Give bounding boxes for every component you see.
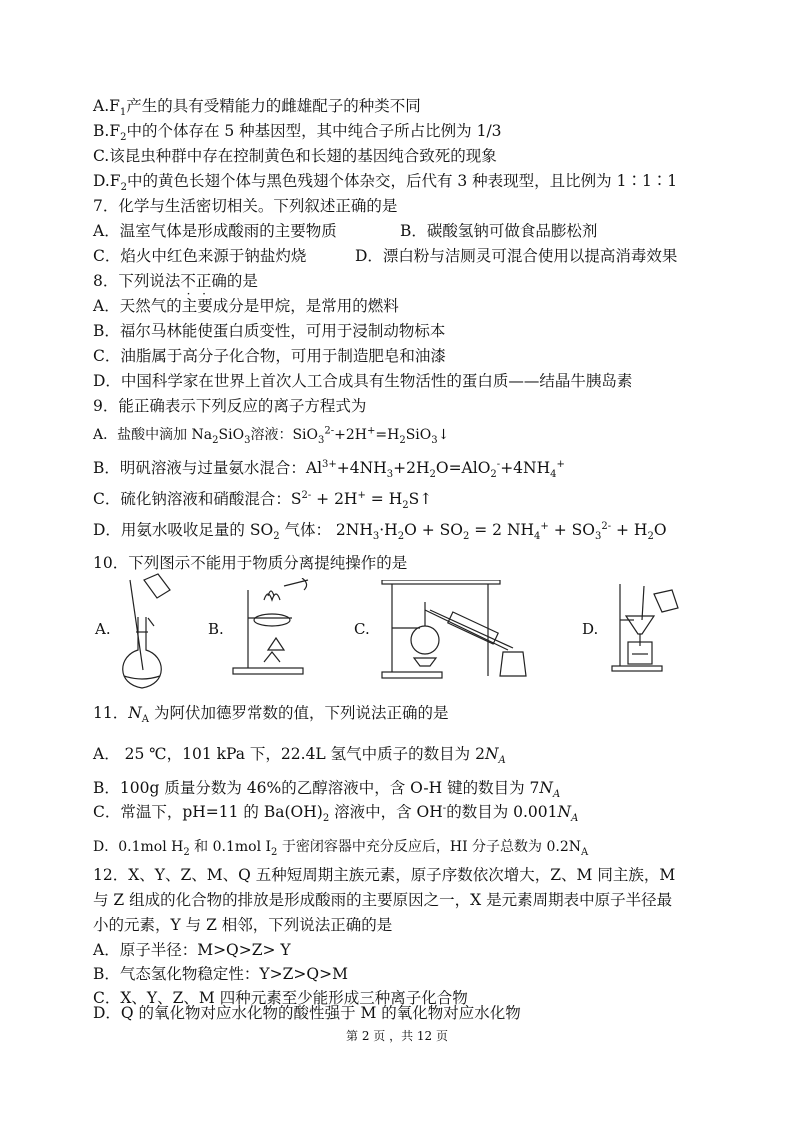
q12-option-c: C．X、Y、Z、M 四种元素至少能形成三种离子化合物 xyxy=(93,989,468,1007)
fig-label-b: B. xyxy=(208,620,224,638)
q7-option-ab: A．温室气体是形成酸雨的主要物质 B．碳酸氢钠可做食品膨松剂 xyxy=(93,222,598,240)
q11-option-a: A． 25 ℃，101 kPa 下，22.4L 氢气中质子的数目为 $2N_A$ xyxy=(93,745,506,767)
q9-option-c: C．硫化钠溶液和硝酸混合：$S^{2-} + 2H^+$ = $H_2S↑$ xyxy=(93,489,433,512)
q12-stem-line2: 与 Z 组成的化合物的排放是形成酸雨的主要原因之一，X 是元素周期表中原子半径最 xyxy=(93,891,673,909)
q9-option-d: D．用氨水吸收足量的 $SO_2$ 气体： $2NH_3\cdot H_2O + SO_2 = 2$ $NH_4^+ + SO_3^{2-} + H_2O$ xyxy=(93,520,667,543)
fig-label-c: C. xyxy=(354,620,370,638)
q6-option-b: $B.F_2$中的个体存在 5 种基因型，其中纯合子所占比例为 1/3 xyxy=(93,122,502,144)
q12-option-b: B．气态氢化物稳定性：Y>Z>Q>M xyxy=(93,965,348,983)
q7-option-cd: C．焰火中红色来源于钠盐灼烧 D．漂白粉与洁厕灵可混合使用以提高消毒效果 xyxy=(93,247,678,265)
fig-label-a: A. xyxy=(95,620,111,638)
q7-stem: 7．化学与生活密切相关。下列叙述正确的是 xyxy=(93,197,398,215)
q8-option-a: A．天然气的主要成分是甲烷，是常用的燃料 xyxy=(93,297,399,315)
q6-option-c: C.该昆虫种群中存在控制黄色和长翅的基因纯合致死的现象 xyxy=(93,147,497,165)
q9-option-b: B．明矾溶液与过量氨水混合：$Al^{3+}+4NH_3+2H_2O=AlO_2^-+4NH_4^+$ xyxy=(93,458,565,481)
distillation-figure xyxy=(378,580,528,680)
q8-option-c: C．油脂属于高分子化合物，可用于制造肥皂和油漆 xyxy=(93,347,446,365)
q12-stem-line1: 12．X、Y、Z、M、Q 五种短周期主族元素，原子序数依次增大，Z、M 同主族，M xyxy=(93,866,676,884)
q6-option-d: $D.F_2$中的黄色长翅个体与黑色残翅个体杂交，后代有 3 种表现型，且比例为 1∶1∶1 xyxy=(93,172,678,194)
q9-stem: 9．能正确表示下列反应的离子方程式为 xyxy=(93,397,367,415)
q12-stem-line3: 小的元素，Y 与 Z 相邻，下列说法正确的是 xyxy=(93,916,393,934)
q11-option-d: D．0.1mol $H_2$ 和 0.1mol $I_2$ 于密闭容器中充分反应后，HI 分子总数为 $0.2N_A$ xyxy=(93,839,589,858)
q11-option-b: B．100g 质量分数为 46%的乙醇溶液中，含 O-H 键的数目为 $7N_A$ xyxy=(93,779,561,801)
q12-option-a: A．原子半径：M>Q>Z> Y xyxy=(93,941,291,959)
page-footer: 第 2 页 ，共 12 页 xyxy=(346,1029,448,1043)
q8-stem: 8．下列说法不正确的是 xyxy=(93,272,258,290)
evaporation-figure xyxy=(228,578,323,678)
q6-option-a: $A.F_1$产生的具有受精能力的雌雄配子的种类不同 xyxy=(93,97,421,119)
q8-option-b: B．福尔马林能使蛋白质变性，可用于浸制动物标本 xyxy=(93,322,446,340)
fig-label-d: D. xyxy=(582,620,599,638)
q11-stem: 11．$N_A$ 为阿伏加德罗常数的值，下列说法正确的是 xyxy=(93,704,449,726)
volumetric-flask-figure xyxy=(112,572,177,692)
q9-option-a: A．盐酸中滴加 $Na_2SiO_3$溶液：$SiO_3^{2-}+2H^+=H_2SiO_3↓$ xyxy=(93,425,450,446)
q11-option-c: C．常温下，pH=11 的 $Ba(OH)_2$ 溶液中，含 OH-的数目为 $0.001N_A$ xyxy=(93,802,579,825)
q10-stem: 10．下列图示不能用于物质分离提纯操作的是 xyxy=(93,554,408,572)
q12-option-d: D．Q 的氧化物对应水化物的酸性强于 M 的氧化物对应水化物 xyxy=(93,1004,521,1022)
q8-option-d: D．中国科学家在世界上首次人工合成具有生物活性的蛋白质——结晶牛胰岛素 xyxy=(93,372,633,390)
filtration-figure xyxy=(610,580,690,675)
